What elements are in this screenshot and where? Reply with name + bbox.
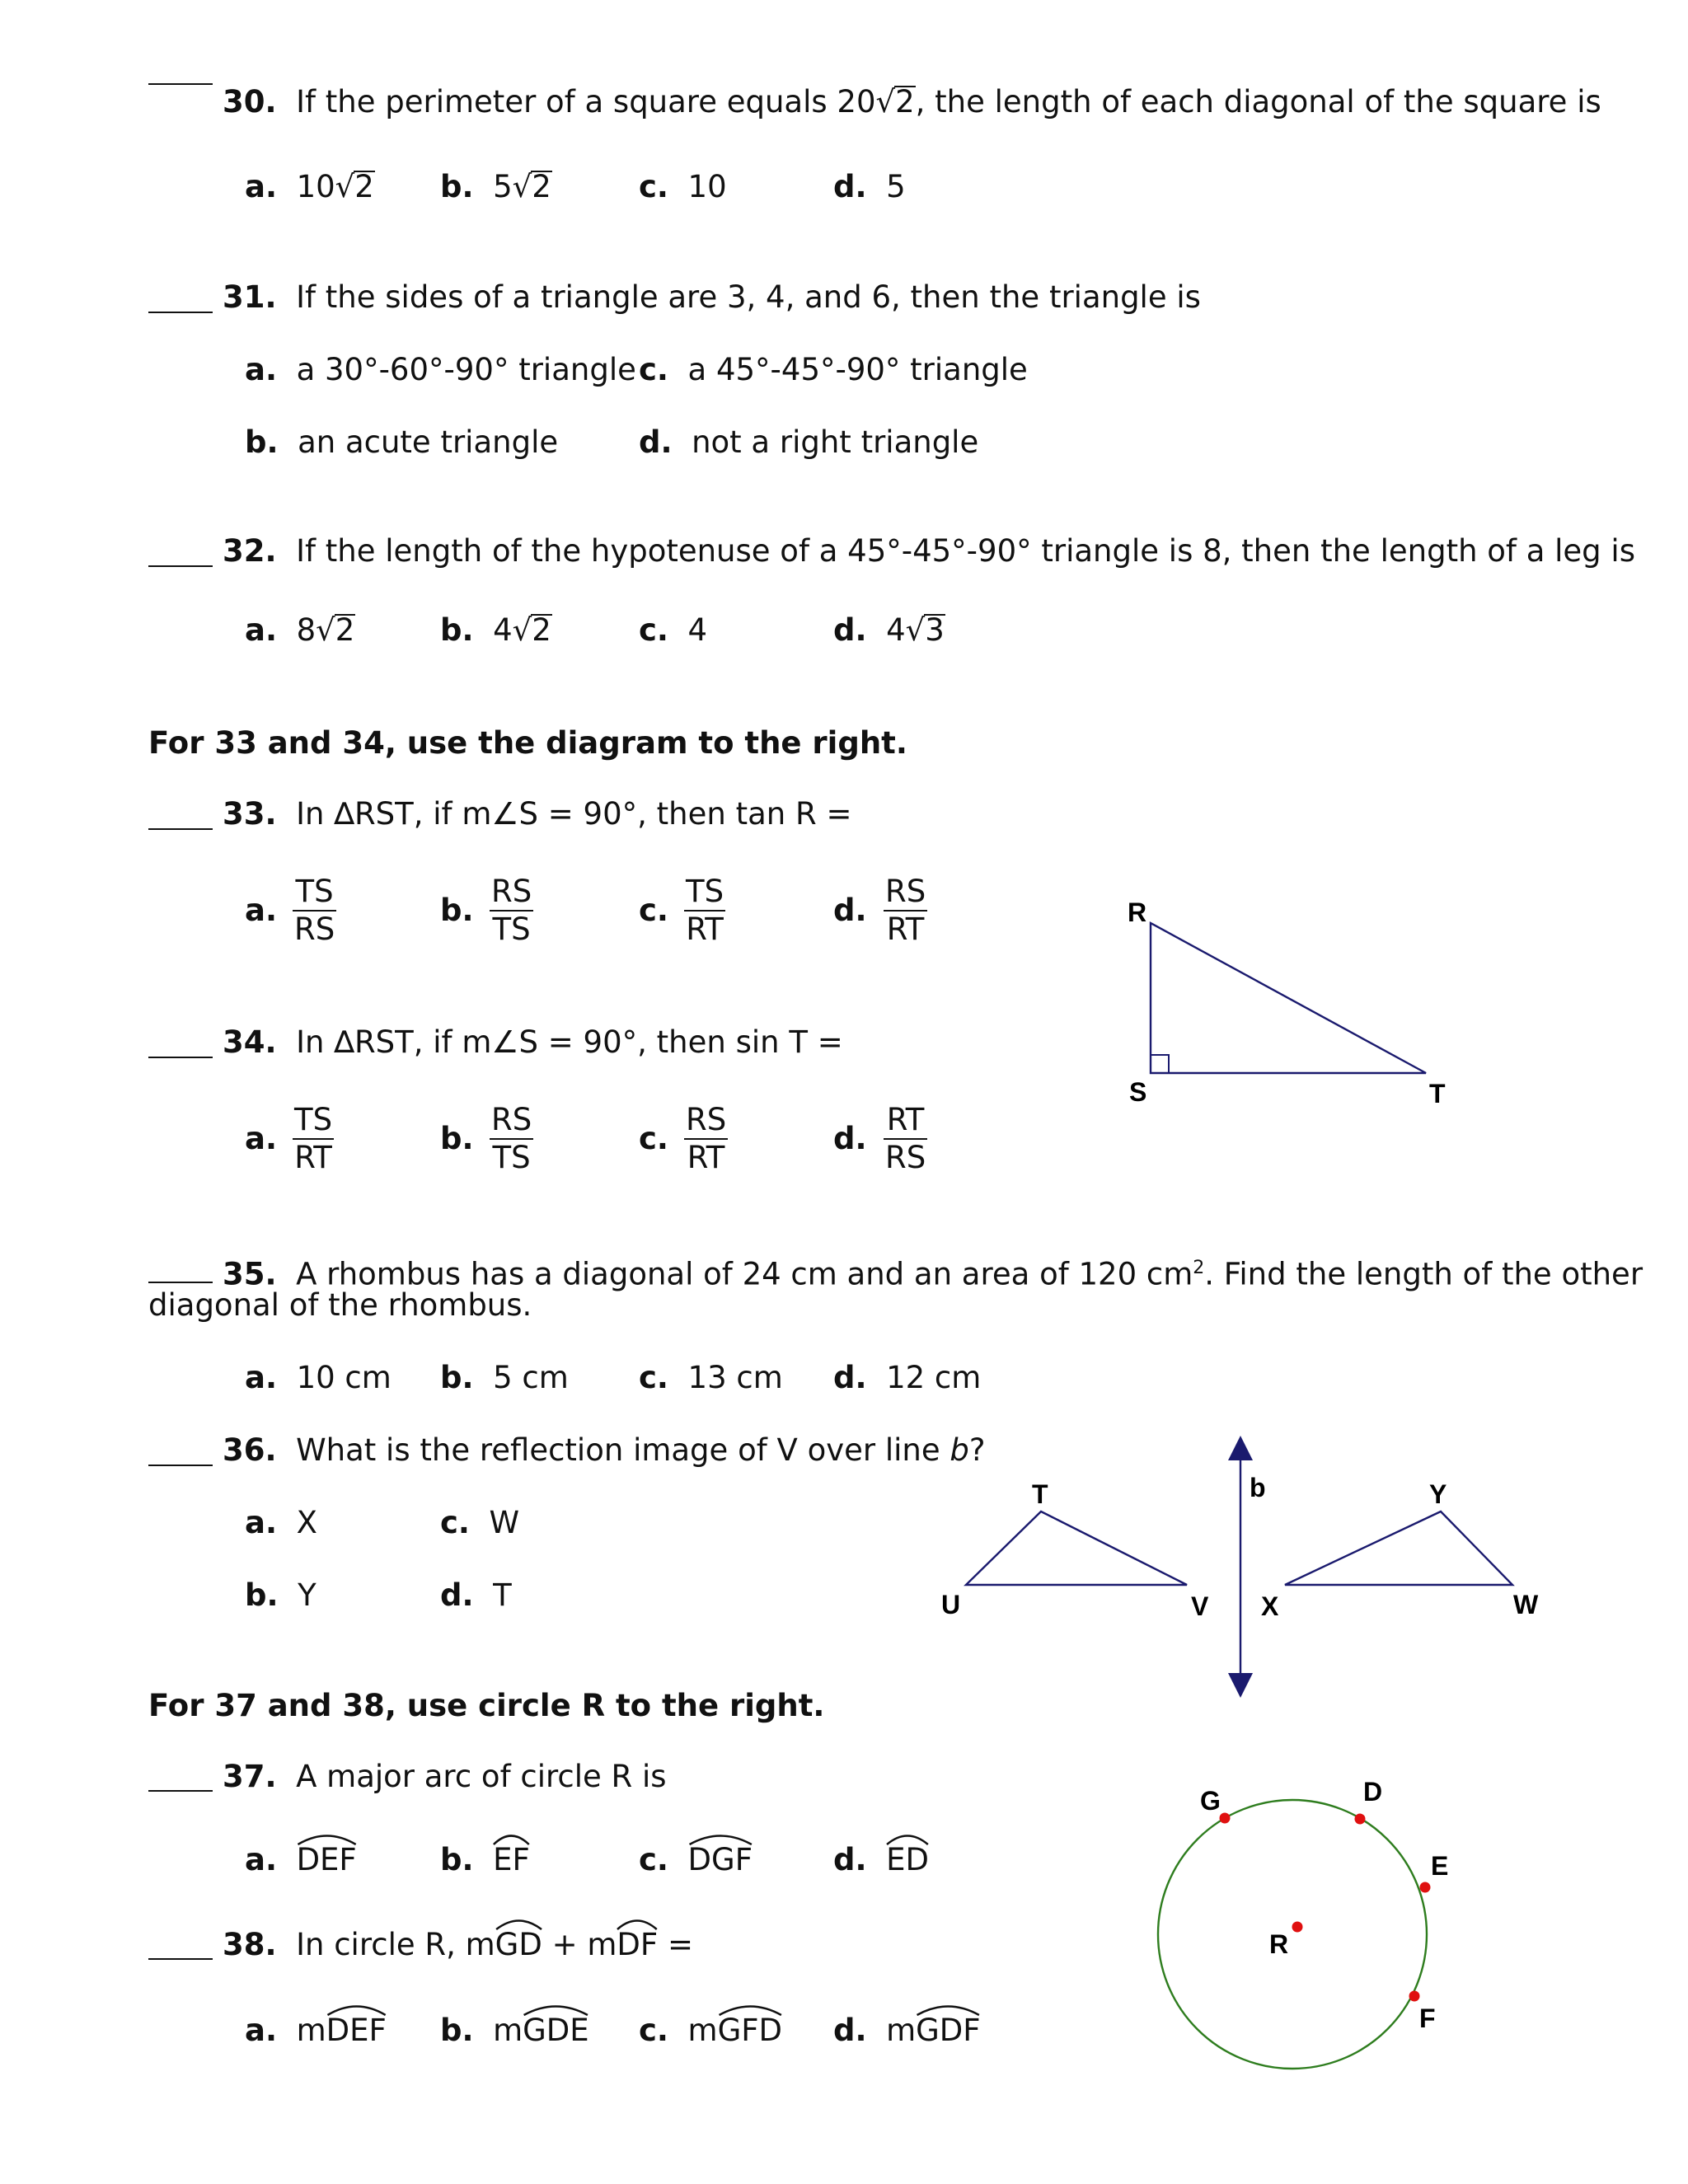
option-30c[interactable] [639, 169, 727, 205]
answer-blank-35[interactable] [148, 1282, 213, 1283]
equals-sign: = [658, 1927, 693, 1962]
option-34c-letter[interactable]: c. [639, 1121, 668, 1156]
option-33a-fraction[interactable] [293, 874, 336, 948]
option-38b[interactable] [440, 2013, 589, 2049]
option-coef: 4 [493, 612, 513, 648]
arrowhead-up-icon [1228, 1436, 1253, 1460]
measure-m: m [296, 2013, 326, 2048]
line-label-b: b [1250, 1473, 1266, 1502]
arc-name: DEF [326, 2013, 387, 2048]
point-label-r: R [1269, 1929, 1289, 1959]
option-30a[interactable]: a. 10√2 [245, 169, 374, 204]
arc-notation [495, 1927, 542, 1963]
option-letter: b. [440, 1842, 474, 1877]
fraction-denominator: RS [885, 1140, 926, 1175]
option-34b-fraction[interactable] [490, 1102, 533, 1176]
measure-m: m [886, 2013, 917, 2048]
question-35-line2: diagonal of the rhombus. [148, 1287, 532, 1323]
plus-sign: + [542, 1927, 588, 1962]
option-letter: d. [833, 1842, 867, 1877]
option-34d-letter[interactable]: d. [833, 1121, 867, 1156]
option-38a[interactable] [245, 2013, 387, 2049]
option-coef: 8 [296, 612, 316, 648]
option-letter: c. [639, 1842, 668, 1877]
answer-blank-30[interactable] [148, 83, 213, 85]
fraction-denominator: RT [687, 1140, 725, 1175]
option-value: a 30°-60°-90° triangle [296, 352, 636, 387]
question-35 [223, 1250, 1643, 1292]
option-36b[interactable] [245, 1577, 316, 1614]
option-33b-letter[interactable]: b. [440, 893, 474, 928]
option-35d[interactable] [833, 1360, 981, 1396]
question-30 [223, 84, 1601, 120]
option-34b-letter[interactable]: b. [440, 1121, 474, 1156]
sqrt-expression: √2 [875, 84, 915, 120]
right-angle-mark [1151, 1055, 1169, 1073]
option-35c[interactable] [639, 1360, 783, 1396]
measure-m: m [687, 2013, 718, 2048]
point-d [1355, 1814, 1366, 1825]
question-text: What is the reflection image of V over line [296, 1432, 950, 1468]
option-value: 4 [687, 612, 708, 648]
option-38d[interactable] [833, 2013, 981, 2049]
option-letter: a. [245, 1842, 278, 1877]
option-value: 5 cm [493, 1360, 569, 1395]
question-34 [223, 1024, 843, 1061]
fraction-numerator: RT [884, 1102, 927, 1140]
option-letter: d. [833, 169, 867, 204]
question-text: If the sides of a triangle are 3, 4, and 6, then the triangle is [296, 279, 1201, 315]
question-number: 37. [223, 1759, 277, 1794]
line-variable: b [950, 1432, 969, 1468]
option-33c-letter[interactable]: c. [639, 893, 668, 928]
option-34a-fraction[interactable] [293, 1102, 334, 1176]
arc-name: GFD [717, 2013, 783, 2048]
sqrt-radicand: 2 [354, 169, 374, 204]
fraction-denominator: TS [492, 1140, 531, 1175]
triangle-rst-diagram [1104, 890, 1467, 1113]
question-number: 32. [223, 533, 277, 569]
option-letter: a. [245, 612, 278, 648]
answer-blank-31[interactable] [148, 312, 213, 313]
arc-name: DF [617, 1927, 659, 1962]
point-label-e: E [1431, 1851, 1449, 1881]
point-label-d: D [1363, 1777, 1383, 1807]
fraction-numerator: TS [293, 1102, 334, 1140]
arc-notation [688, 1842, 753, 1878]
question-number: 31. [223, 279, 277, 315]
arc-notation [326, 2013, 387, 2049]
option-value: not a right triangle [692, 424, 979, 460]
question-number: 38. [223, 1927, 277, 1962]
option-37b[interactable] [440, 1842, 530, 1878]
question-text-tail: ? [968, 1432, 986, 1468]
option-34c-fraction[interactable] [684, 1102, 728, 1176]
option-letter: b. [245, 424, 279, 460]
superscript: 2 [1193, 1258, 1205, 1278]
option-letter: c. [639, 169, 668, 204]
question-31 [223, 279, 1201, 316]
question-37 [223, 1759, 667, 1795]
option-value: X [296, 1505, 317, 1540]
circle-r [1158, 1800, 1427, 2069]
option-value: Y [298, 1577, 316, 1613]
question-text-tail: . Find the length of the other [1204, 1256, 1643, 1292]
point-g [1220, 1813, 1231, 1824]
option-value: 5 [886, 169, 906, 204]
option-coef: 5 [493, 169, 513, 204]
option-37d[interactable] [833, 1842, 929, 1878]
option-32b[interactable]: b. 4√2 [440, 612, 551, 648]
answer-blank-36[interactable] [148, 1465, 213, 1466]
arc-notation [617, 1927, 658, 1963]
fraction-denominator: RT [886, 912, 925, 947]
arc-notation [523, 2013, 589, 2049]
option-letter: b. [440, 612, 474, 648]
option-34d-fraction[interactable] [884, 1102, 927, 1176]
option-letter: c. [639, 612, 668, 648]
option-31b[interactable] [245, 424, 558, 461]
arc-name: GDF [916, 2013, 981, 2048]
option-letter: c. [639, 352, 668, 387]
arc-name: EF [493, 1842, 530, 1877]
question-32 [223, 533, 1635, 569]
option-37a[interactable] [245, 1842, 357, 1878]
fraction-numerator: TS [293, 874, 336, 912]
option-value: T [493, 1577, 512, 1613]
point-label-g: G [1200, 1786, 1221, 1816]
option-coef: 10 [296, 169, 335, 204]
fraction-numerator: TS [684, 874, 725, 912]
circle-r-diagram [1137, 1764, 1500, 2093]
question-text: In ∆RST, if m∠S = 90°, then tan R = [296, 796, 852, 832]
question-text: If the perimeter of a square equals 20 [296, 84, 876, 120]
question-38 [223, 1927, 693, 1963]
question-text: A major arc of circle R is [296, 1759, 667, 1794]
option-30d[interactable] [833, 169, 906, 205]
question-36 [223, 1432, 986, 1469]
sqrt-radicand: 2 [335, 612, 355, 648]
option-letter: c. [440, 1505, 470, 1540]
arrowhead-down-icon [1228, 1673, 1253, 1698]
arc-notation [886, 1842, 929, 1878]
vertex-label-v: V [1191, 1591, 1209, 1621]
measure-m: m [493, 2013, 523, 2048]
option-letter: a. [245, 1505, 278, 1540]
vertex-label-r: R [1128, 898, 1147, 927]
option-value: a 45°-45°-90° triangle [687, 352, 1028, 387]
measure-m: m [465, 1927, 495, 1962]
option-35b[interactable] [440, 1360, 569, 1396]
option-32c[interactable] [639, 612, 707, 649]
triangle-tuv [966, 1511, 1187, 1585]
question-number: 36. [223, 1432, 277, 1468]
fraction-denominator: RT [294, 1140, 332, 1175]
vertex-label-x: X [1261, 1591, 1279, 1621]
option-letter: d. [440, 1577, 474, 1613]
sqrt-radicand: 2 [532, 169, 551, 204]
option-letter: a. [245, 2013, 278, 2048]
arc-name: DGF [687, 1842, 753, 1877]
option-36d[interactable] [440, 1577, 512, 1614]
sqrt-radicand: 2 [895, 84, 915, 120]
vertex-label-s: S [1129, 1077, 1147, 1107]
section-header-37-38: For 37 and 38, use circle R to the right. [148, 1688, 825, 1723]
arc-notation [297, 1842, 357, 1878]
option-32d[interactable]: d. 4√3 [833, 612, 945, 648]
question-33 [223, 796, 851, 832]
measure-m: m [587, 1927, 617, 1962]
arc-name: GDE [523, 2013, 589, 2048]
option-33c-fraction[interactable] [684, 874, 725, 948]
point-f [1409, 1991, 1420, 2002]
option-value: 10 [687, 169, 727, 204]
option-letter: a. [245, 352, 278, 387]
option-coef: 4 [886, 612, 906, 648]
option-letter: a. [245, 1360, 278, 1395]
option-letter: b. [440, 169, 474, 204]
answer-blank-37[interactable] [148, 1790, 213, 1792]
option-letter: d. [639, 424, 673, 460]
option-letter: d. [833, 2013, 867, 2048]
reflection-diagram [923, 1426, 1550, 1706]
fraction-denominator: RS [294, 912, 335, 947]
answer-blank-38[interactable] [148, 1958, 213, 1960]
option-31a[interactable] [245, 352, 636, 388]
option-33b-fraction[interactable] [490, 874, 533, 948]
question-number: 34. [223, 1024, 277, 1060]
question-text: In ∆RST, if m∠S = 90°, then sin T = [296, 1024, 843, 1060]
question-text: In circle R, [296, 1927, 466, 1962]
question-text: If the length of the hypotenuse of a 45°-45°-90° triangle is 8, then the length of a leg is [296, 533, 1635, 569]
arc-notation [718, 2013, 782, 2049]
arc-name: DEF [296, 1842, 357, 1877]
sqrt-radicand: 2 [532, 612, 551, 648]
answer-blank-33[interactable] [148, 828, 213, 830]
vertex-label-w: W [1513, 1590, 1539, 1619]
option-36c[interactable] [440, 1505, 519, 1541]
fraction-numerator: RS [490, 1102, 533, 1140]
fraction-numerator: RS [684, 1102, 728, 1140]
option-letter: c. [639, 1360, 668, 1395]
option-value: an acute triangle [298, 424, 559, 460]
option-letter: d. [833, 612, 867, 648]
vertex-label-t: T [1429, 1079, 1446, 1108]
option-letter: a. [245, 169, 278, 204]
answer-blank-32[interactable] [148, 565, 213, 567]
option-value: 13 cm [687, 1360, 783, 1395]
answer-blank-34[interactable] [148, 1057, 213, 1058]
option-37c[interactable] [639, 1842, 753, 1878]
point-r [1292, 1922, 1303, 1933]
option-31c[interactable] [639, 352, 1028, 388]
sqrt-radicand: 3 [925, 612, 945, 648]
fraction-denominator: RT [686, 912, 724, 947]
fraction-numerator: RS [490, 874, 533, 912]
option-30b[interactable]: b. 5√2 [440, 169, 551, 204]
question-number: 35. [223, 1256, 277, 1292]
point-label-f: F [1419, 2004, 1436, 2033]
option-38c[interactable] [639, 2013, 782, 2049]
arc-notation [916, 2013, 980, 2049]
option-letter: b. [440, 2013, 474, 2048]
option-34a-letter[interactable]: a. [245, 1121, 278, 1156]
option-letter: b. [440, 1360, 474, 1395]
arc-notation [493, 1842, 530, 1878]
option-32a[interactable]: a. 8√2 [245, 612, 355, 648]
point-e [1420, 1882, 1431, 1893]
triangle-rst [1151, 923, 1426, 1073]
option-letter: c. [639, 2013, 668, 2048]
option-33a-letter[interactable]: a. [245, 893, 278, 928]
option-35a[interactable] [245, 1360, 392, 1396]
option-value: 12 cm [886, 1360, 982, 1395]
option-36a[interactable] [245, 1505, 317, 1541]
question-text: A rhombus has a diagonal of 24 cm and an area of 120 cm [296, 1256, 1193, 1292]
question-number: 33. [223, 796, 277, 832]
fraction-numerator: RS [884, 874, 927, 912]
triangle-yxw [1285, 1511, 1512, 1585]
question-number: 30. [223, 84, 277, 120]
option-33d-fraction[interactable] [884, 874, 927, 948]
arc-name: GD [495, 1927, 542, 1962]
question-text-tail: , the length of each diagonal of the square is [915, 84, 1601, 120]
vertex-label-u: U [941, 1590, 961, 1619]
option-letter: b. [245, 1577, 279, 1613]
section-header-33-34: For 33 and 34, use the diagram to the right. [148, 725, 907, 761]
fraction-denominator: TS [492, 912, 531, 947]
arc-name: ED [886, 1842, 929, 1877]
vertex-label-y: Y [1429, 1479, 1447, 1509]
option-33d-letter[interactable]: d. [833, 893, 867, 928]
option-value: W [489, 1505, 520, 1540]
vertex-label-t: T [1032, 1479, 1048, 1509]
option-31d[interactable] [639, 424, 978, 461]
option-letter: d. [833, 1360, 867, 1395]
option-value: 10 cm [296, 1360, 392, 1395]
